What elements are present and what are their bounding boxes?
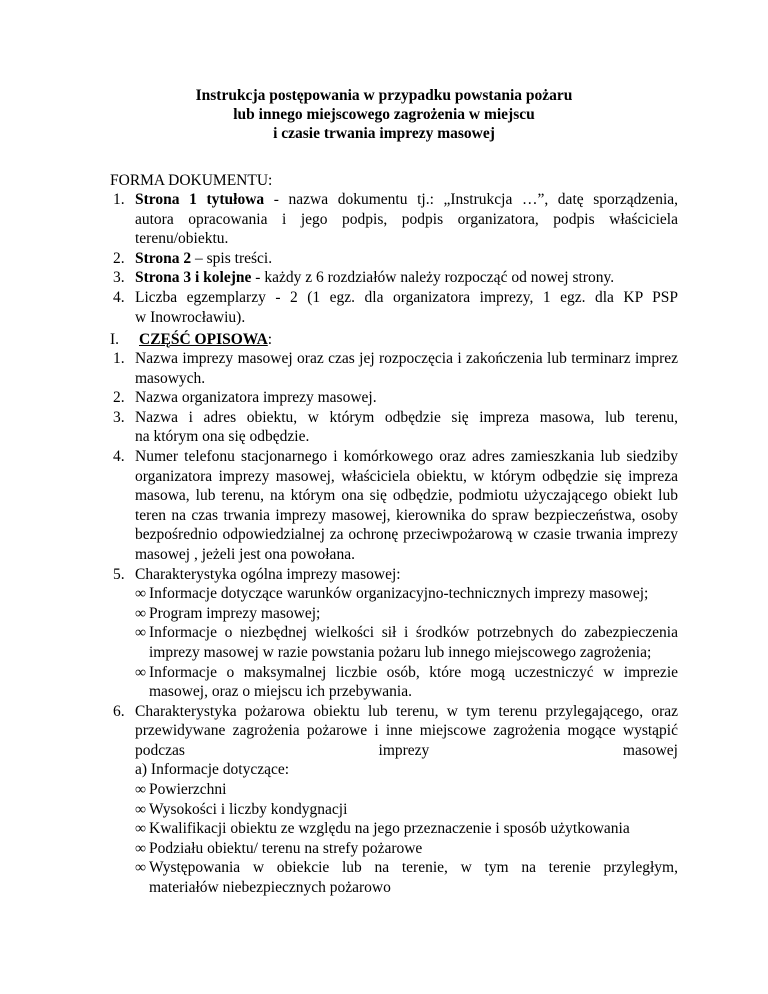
bullet-infinity-icon: ∞ [135,624,147,642]
section-1-item-6-number: 6. [113,702,125,720]
section-1-item-4-line: organizatora imprezy masowej, właściciela obiektu, w którym odbędzie się impreza [135,467,678,485]
section-1-item-6 [0,702,768,780]
title-line-2: lub innego miejscowego zagrożenia w miejscu [233,106,535,123]
item-6-bullet-1 [0,780,768,800]
item-6-bullet-4 [0,839,768,859]
bullet-infinity-icon: ∞ [135,663,147,681]
item-6-bullet-4-text: Podziału obiektu/ terenu na strefy pożarowe [149,839,423,857]
forma-item-3: 3. Strona 3 i kolejne - każdy z 6 rozdziałów należy rozpocząć od nowej strony. [113,269,615,287]
section-1-item-4-line: Numer telefonu stacjonarnego i komórkowego oraz adres zamieszkania lub siedziby [135,447,678,465]
item-5-bullet-3-text: Informacje o niezbędnej wielkości sił i środków potrzebnych do zabezpieczenia [149,624,678,642]
section-1-item-2 [0,388,768,408]
section-1-item-1-line: Nazwa imprezy masowej oraz czas jej rozpoczęcia i zakończenia lub terminarz imprez [135,350,678,367]
section-1-item-1-line: masowych. [135,369,206,387]
section-1-item-3-number: 3. [113,408,125,426]
item-5-bullet-3 [0,623,768,662]
item-5-bullet-1-text: Informacje dotyczące warunków organizacyjno-technicznych imprezy masowej; [149,585,649,603]
bullet-infinity-icon: ∞ [135,820,147,838]
section-1-item-5 [0,565,768,585]
item-5-bullet-4 [0,663,768,702]
bullet-infinity-icon: ∞ [135,781,147,799]
item-6-bullet-3 [0,819,768,839]
document-title [0,86,768,143]
section-1-item-6-line: podczas imprezy masowej [135,741,678,759]
section-1-item-1-number: 1. [113,350,125,367]
section-1-item-6-line: przewidywane zagrożenia pożarowe i inne miejscowe zagrożenia mogące wystąpić [135,722,678,740]
forma-item-1: 1. Strona 1 tytułowa - nazwa dokumentu tj.: „Instrukcja …”, datę sporządzenia, autora opracowania i jego podpis, podpis organizatora, podpis właściciela terenu/obiektu. [113,191,679,248]
item-5-bullet-3-text: imprezy masowej w razie powstania pożaru lub innego miejscowego zagrożenia; [149,643,652,661]
item-5-bullet-2 [0,604,768,624]
bullet-infinity-icon: ∞ [135,839,147,857]
section-1-item-3-line: Nazwa i adres obiektu, w którym odbędzie się impreza masowa, lub terenu, [135,408,678,426]
section-1-item-4-line: teren na czas trwania imprezy masowej, kierownika do spraw bezpieczeństwa, osoby [135,506,678,524]
item-5-bullet-2-text: Program imprezy masowej; [149,604,321,622]
item-6-bullet-1-text: Powierzchni [149,781,227,799]
section-1-item-3-line: na którym ona się odbędzie. [135,428,310,446]
forma-item-4: 4. Liczba egzemplarzy - 2 (1 egz. dla organizatora imprezy, 1 egz. dla KP PSP w Inowrocławiu). [113,288,678,326]
section-1-list [0,349,768,898]
section-1-item-5-number: 5. [113,565,125,583]
item-5-bullet-4-text: Informacje o maksymalnej liczbie osób, które mogą uczestniczyć w imprezie [149,663,678,681]
section-1-item-5-line: Charakterystyka ogólna imprezy masowej: [135,565,401,583]
item-6-bullet-2 [0,800,768,820]
item-5-bullet-4-text: masowej, oraz o miejscu ich przebywania. [149,683,412,701]
section-1-item-4 [0,447,768,565]
bullet-infinity-icon: ∞ [135,859,147,877]
bullet-infinity-icon: ∞ [135,604,147,622]
item-6-bullet-5 [0,858,768,897]
bullet-infinity-icon: ∞ [135,585,147,603]
section-1-item-6-line: Charakterystyka pożarowa obiektu lub terenu, w tym terenu przylegającego, oraz [135,702,678,720]
item-6-bullet-5-text: Występowania w obiekcie lub na terenie, w tym na terenie przyległym, [149,859,678,877]
section-1-item-4-line: masowa, lub terenu, na którym ona się odbędzie, podmiotu użyczającego obiekt lub [135,487,678,505]
section-1-item-4-line: bezpośrednio odpowiedzialnej za ochronę przeciwpożarową w czasie trwania imprezy [135,526,678,544]
forma-heading: FORMA DOKUMENTU: [110,172,273,189]
section-1-item-4-number: 4. [113,447,125,465]
title-line-1: Instrukcja postępowania w przypadku powstania pożaru [195,87,573,104]
section-1-item-6-line: a) Informacje dotyczące: [135,761,290,779]
title-line-3: i czasie trwania imprezy masowej [273,125,495,142]
item-6-bullet-3-text: Kwalifikacji obiektu ze względu na jego przeznaczenie i sposób użytkowania [149,820,630,838]
item-6-bullet-2-text: Wysokości i liczby kondygnacji [149,800,348,818]
section-1-item-1 [0,349,768,388]
forma-list [0,190,768,327]
section-1-item-3 [0,408,768,447]
section-1-item-2-line: Nazwa organizatora imprezy masowej. [135,389,377,407]
item-6-bullet-5-text: materiałów niebezpiecznych pożarowo [149,879,391,897]
section-1-heading: I. CZĘŚĆ OPISOWA: [110,331,273,348]
forma-item-2: 2. Strona 2 – spis treści. [113,249,273,267]
bullet-infinity-icon: ∞ [135,800,147,818]
item-5-bullet-1 [0,584,768,604]
section-1-item-4-line: masowej , jeżeli jest ona powołana. [135,545,355,563]
section-1-item-2-number: 2. [113,389,125,407]
forma-item-1-bold: Strona 1 tytułowa [135,191,265,208]
